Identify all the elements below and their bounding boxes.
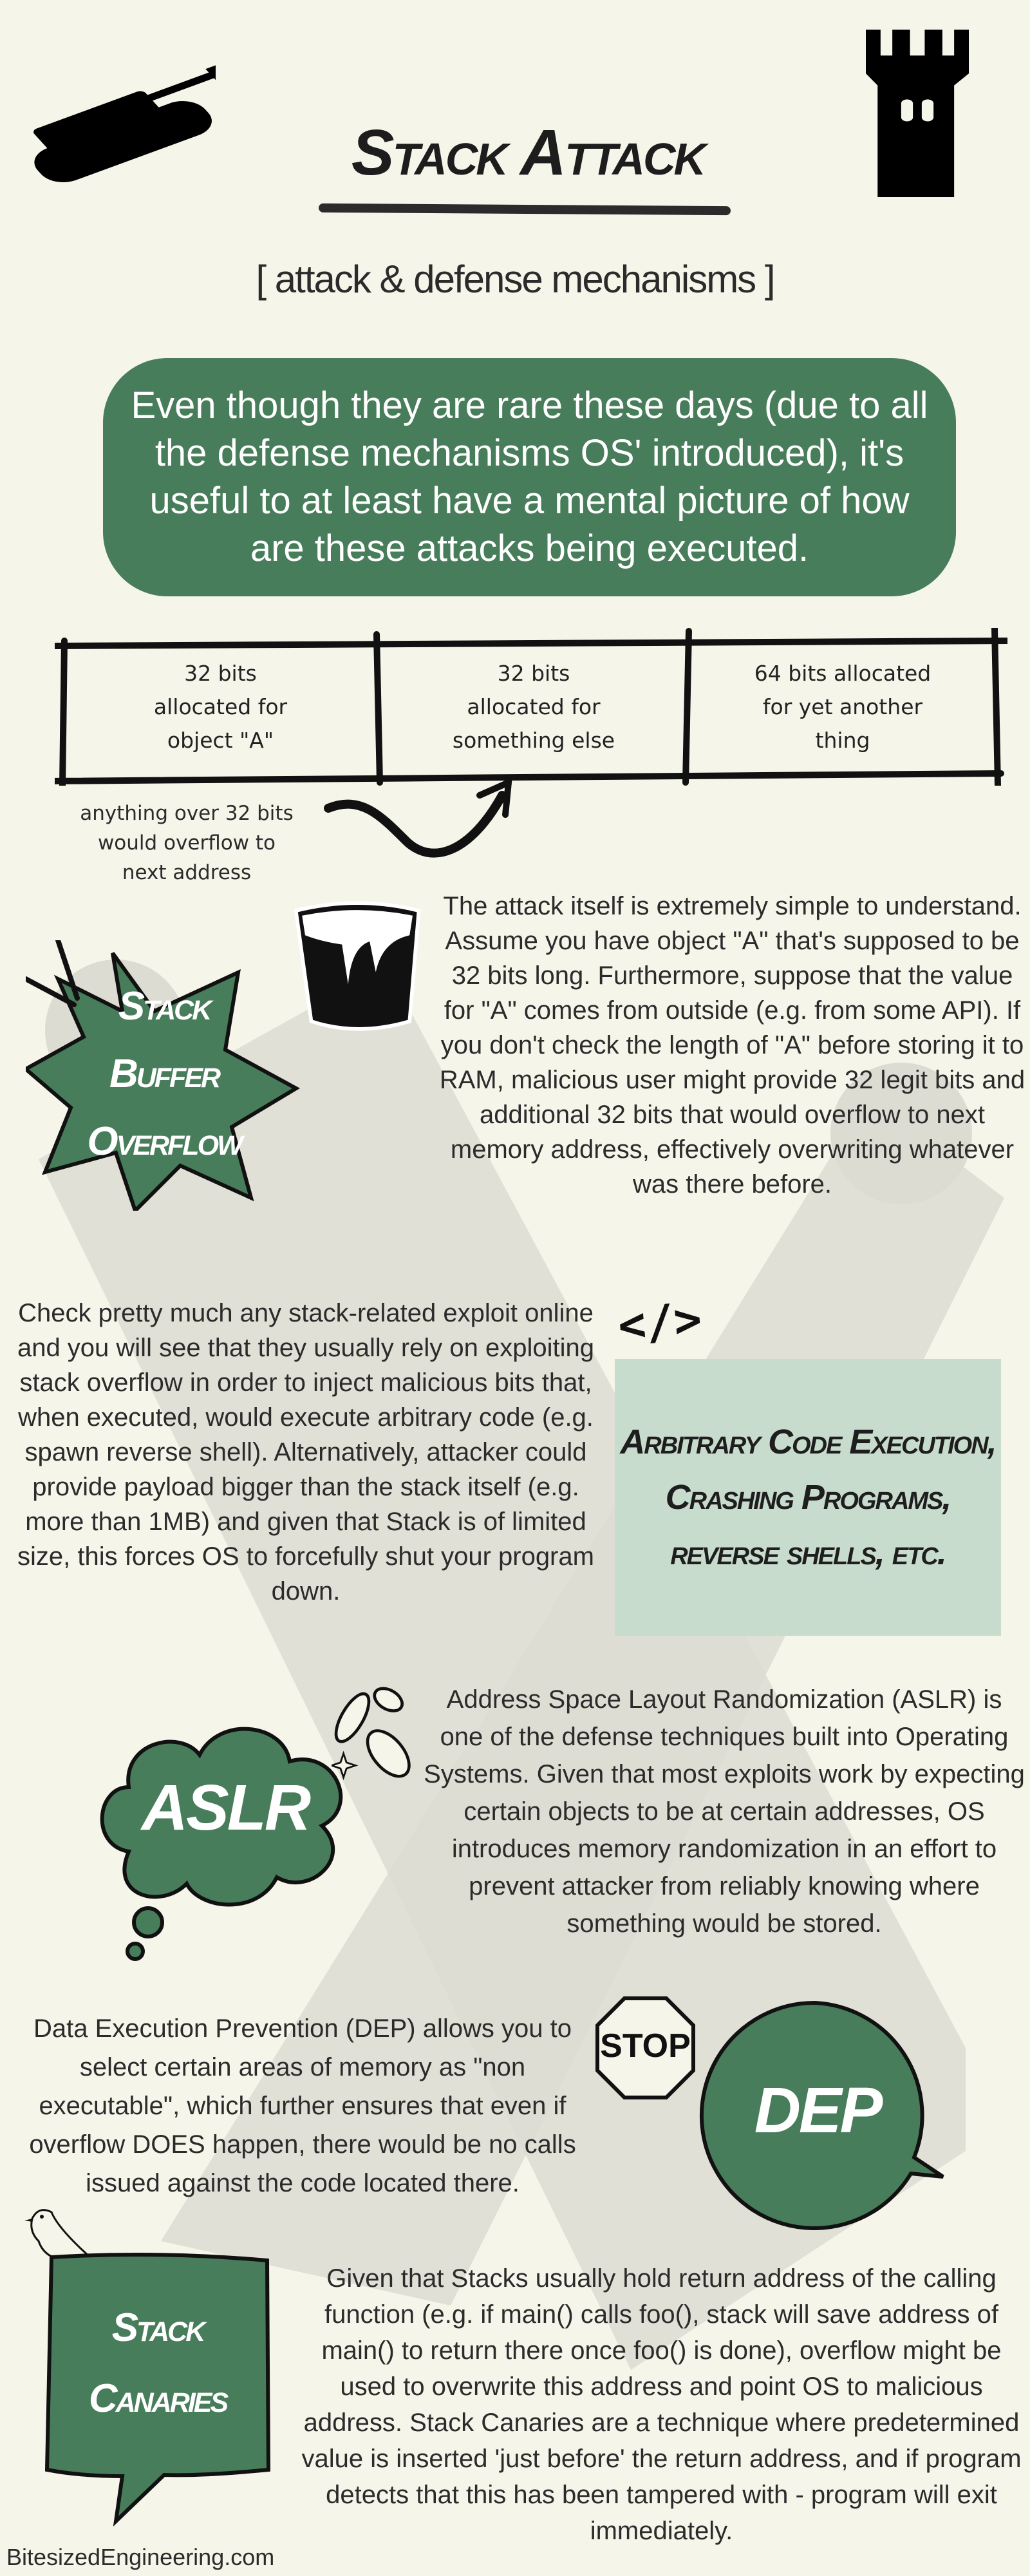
memory-cell-another-thing: 64 bits allocated for yet another thing	[754, 660, 932, 753]
aslr-badge: ASLR	[141, 1772, 310, 1844]
stop-sign-label: STOP	[600, 2027, 691, 2065]
badge-line: Buffer	[109, 1052, 220, 1096]
overflow-description: The attack itself is extremely simple to understand. Assume you have object "A" that's supposed to be 32 bits long. Furthermore, suppose that the value for "A" comes from outside (e.g. from some API). If you don't check the length of "A" before storing it to RAM, malicious user might provide 32 legit bits and additional 32 bits that would overflow to next memory address, effectively overwriting whatever was there before.	[439, 892, 1025, 1198]
impact-highlight	[615, 1359, 1001, 1636]
badge-line: Overflow	[87, 1119, 241, 1164]
tank-icon	[10, 32, 216, 200]
canaries-description: Given that Stacks usually hold return address of the calling function (e.g. if main() calls foo(), stack will save address of main() to return there once foo() is done), overflow might be used to overwrite this address and point OS to malicious address. Stack Canaries are a technique where predetermined value is inserted 'just before' the return address, and if program detects that this has been tampered with - program will exit immediately.	[301, 2264, 1022, 2545]
memory-cell-object-a: 32 bits allocated for object "A"	[153, 660, 288, 753]
curved-arrow-icon	[322, 776, 528, 866]
subtitle: [ attack & defense mechanisms ]	[256, 258, 774, 301]
title-underline	[319, 204, 731, 215]
dep-badge: DEP	[754, 2074, 881, 2146]
code-icon: </>	[615, 1291, 704, 1353]
badge-line: Stack	[111, 2306, 204, 2350]
stack-buffer-overflow-badge	[58, 972, 270, 1175]
impact-highlight-text: Arbitrary Code Execution, Crashing Programs, reverse shells, etc.	[620, 1423, 996, 1572]
memory-cell-something-else: 32 bits allocated for something else	[452, 660, 615, 753]
beer-mug-icon	[290, 898, 428, 1034]
exploits-description: Check pretty much any stack-related exploit online and you will see that they usually rely on exploiting stack overflow in order to inject malicious bits that, when executed, would execute arbitrary code (e.g. spawn reverse shell). Alternatively, attacker could provide payload bigger than the stack itself (e.g. more than 1MB) and given that Stack is of limited size, this forces OS to forcefully shut your program down.	[17, 1299, 595, 1605]
memory-diagram	[55, 628, 1007, 786]
aslr-description: Address Space Layout Randomization (ASLR) is one of the defense techniques built into Operating Systems. Given that most exploits work by expecting certain objects to be at certain addresses, OS introduces memory randomization in an effort to prevent attacker from reliably knowing where something would be stored.	[424, 1685, 1025, 1938]
intro-callout	[103, 358, 956, 596]
stack-canaries-badge	[45, 2293, 270, 2434]
intro-text: Even though they are rare these days (due to all the defense mechanisms OS' introduced), it's useful to at least have a mental picture of how are these attacks being executed.	[131, 384, 928, 569]
castle-tower-icon	[866, 30, 969, 197]
overflow-note: anything over 32 bits would overflow to next address	[80, 802, 294, 884]
dep-description: Data Execution Prevention (DEP) allows you to select certain areas of memory as "non executable", which further ensures that even if overflow DOES happen, there would be no calls issued against the code located there.	[29, 2014, 576, 2197]
badge-line: Stack	[118, 984, 211, 1028]
badge-line: Canaries	[88, 2376, 227, 2421]
footer-site-link[interactable]: BitesizedEngineering.com	[6, 2544, 275, 2570]
page-title: Stack Attack	[351, 117, 705, 189]
coins-icon	[332, 1681, 415, 1790]
